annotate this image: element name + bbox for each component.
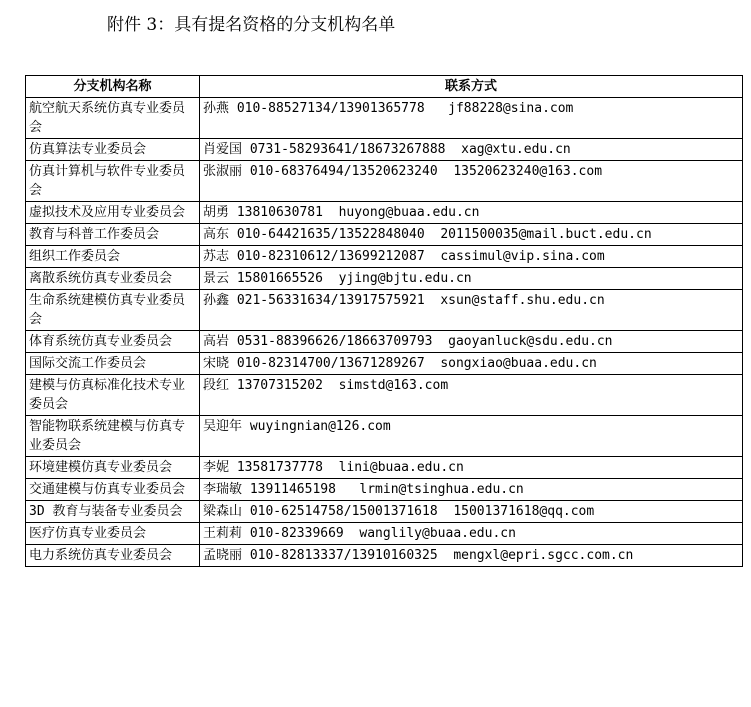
table-row — [26, 139, 743, 161]
contact-info: 孟晓丽 010-82813337/13910160325 mengxl@epri.sgcc.com.cn — [200, 545, 743, 567]
organization-name: 虚拟技术及应用专业委员会 — [26, 202, 200, 224]
table-row — [26, 246, 743, 268]
organization-name: 环境建模仿真专业委员会 — [26, 457, 200, 479]
organization-name: 电力系统仿真专业委员会 — [26, 545, 200, 567]
organization-name: 仿真计算机与软件专业委员会 — [26, 161, 200, 202]
organization-name: 医疗仿真专业委员会 — [26, 523, 200, 545]
contact-info: 孙燕 010-88527134/13901365778 jf88228@sina.com — [200, 98, 743, 139]
table-row — [26, 523, 743, 545]
organization-name: 交通建模与仿真专业委员会 — [26, 479, 200, 501]
contact-info: 景云 15801665526 yjing@bjtu.edu.cn — [200, 268, 743, 290]
branch-organization-table — [25, 75, 743, 567]
table-row — [26, 268, 743, 290]
organization-name: 智能物联系统建模与仿真专业委员会 — [26, 416, 200, 457]
table-row — [26, 501, 743, 523]
table-row — [26, 224, 743, 246]
contact-info: 张淑丽 010-68376494/13520623240 13520623240@163.com — [200, 161, 743, 202]
organization-name: 仿真算法专业委员会 — [26, 139, 200, 161]
column-header-organization: 分支机构名称 — [26, 76, 200, 98]
table-row — [26, 331, 743, 353]
table-row — [26, 457, 743, 479]
document-title: 附件 3：具有提名资格的分支机构名单 — [107, 15, 396, 35]
organization-name: 3D 教育与装备专业委员会 — [26, 501, 200, 523]
table-header-row — [26, 76, 743, 98]
organization-name: 建模与仿真标准化技术专业委员会 — [26, 375, 200, 416]
contact-info: 高岩 0531-88396626/18663709793 gaoyanluck@sdu.edu.cn — [200, 331, 743, 353]
contact-info: 胡勇 13810630781 huyong@buaa.edu.cn — [200, 202, 743, 224]
organization-name: 组织工作委员会 — [26, 246, 200, 268]
contact-info: 李瑞敏 13911465198 lrmin@tsinghua.edu.cn — [200, 479, 743, 501]
table-row — [26, 479, 743, 501]
contact-info: 高东 010-64421635/13522848040 2011500035@mail.buct.edu.cn — [200, 224, 743, 246]
contact-info: 段红 13707315202 simstd@163.com — [200, 375, 743, 416]
contact-info: 孙鑫 021-56331634/13917575921 xsun@staff.shu.edu.cn — [200, 290, 743, 331]
contact-info: 吴迎年 wuyingnian@126.com — [200, 416, 743, 457]
contact-info: 梁森山 010-62514758/15001371618 15001371618@qq.com — [200, 501, 743, 523]
contact-info: 苏志 010-82310612/13699212087 cassimul@vip.sina.com — [200, 246, 743, 268]
organization-name: 体育系统仿真专业委员会 — [26, 331, 200, 353]
organization-name: 国际交流工作委员会 — [26, 353, 200, 375]
table-row — [26, 290, 743, 331]
organization-name: 离散系统仿真专业委员会 — [26, 268, 200, 290]
organization-name: 航空航天系统仿真专业委员会 — [26, 98, 200, 139]
organization-name: 生命系统建模仿真专业委员会 — [26, 290, 200, 331]
table-row — [26, 161, 743, 202]
organization-name: 教育与科普工作委员会 — [26, 224, 200, 246]
contact-info: 王莉莉 010-82339669 wanglily@buaa.edu.cn — [200, 523, 743, 545]
contact-info: 宋晓 010-82314700/13671289267 songxiao@buaa.edu.cn — [200, 353, 743, 375]
table-row — [26, 353, 743, 375]
table-row — [26, 416, 743, 457]
contact-info: 李妮 13581737778 lini@buaa.edu.cn — [200, 457, 743, 479]
table-row — [26, 375, 743, 416]
column-header-contact: 联系方式 — [200, 76, 743, 98]
table-row — [26, 98, 743, 139]
table-row — [26, 202, 743, 224]
contact-info: 肖爱国 0731-58293641/18673267888 xag@xtu.edu.cn — [200, 139, 743, 161]
table-row — [26, 545, 743, 567]
